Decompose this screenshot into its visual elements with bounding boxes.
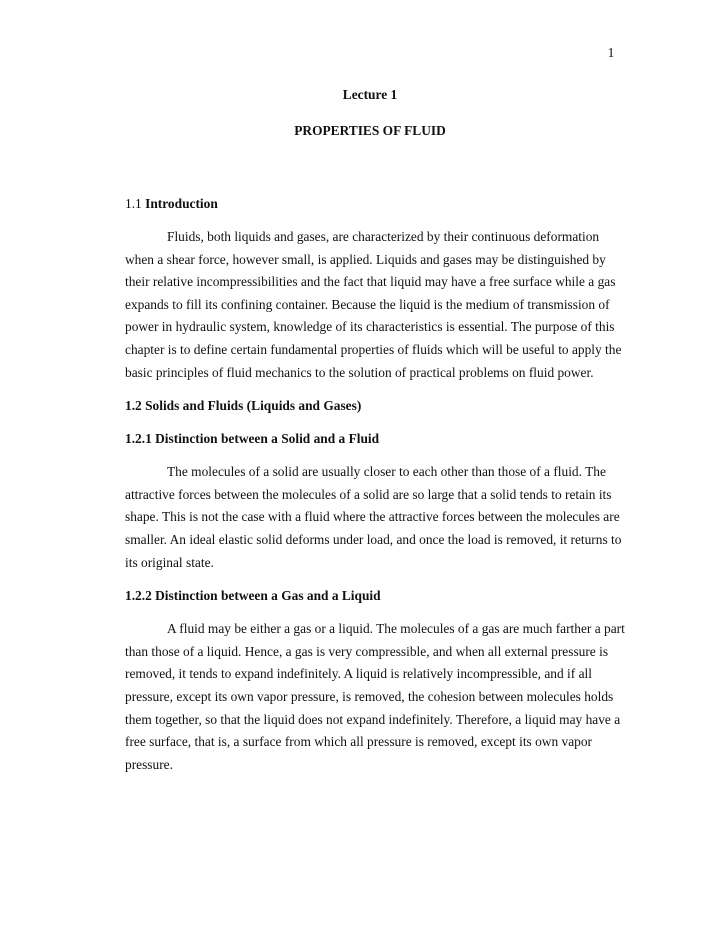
paragraph-gas-vs-liquid — [125, 618, 663, 776]
text-line: basic principles of fluid mechanics to the solution of practical problems on fluid power. — [125, 364, 594, 380]
text-line: than those of a liquid. Hence, a gas is very compressible, and when all external pressure is — [125, 643, 609, 659]
text-line: chapter is to define certain fundamental properties of fluids which will be useful to apply the — [125, 341, 622, 357]
paragraph-introduction — [125, 226, 663, 384]
lecture-title: Lecture 1 — [342, 87, 398, 102]
text-line: removed, it tends to expand indefinitely. A liquid is relatively incompressible, and if all — [125, 666, 592, 682]
page-number: 1 — [607, 45, 615, 60]
text-line: attractive forces between the molecules of a solid are so large that a solid tends to retain its — [125, 486, 612, 502]
section-heading-gas-vs-liquid: 1.2.2 Distinction between a Gas and a Liquid — [125, 588, 381, 604]
section-heading-solids-and-fluids: 1.2 Solids and Fluids (Liquids and Gases) — [125, 398, 362, 414]
section-heading-introduction — [125, 193, 663, 215]
text-line: when a shear force, however small, is applied. Liquids and gases may be distinguished by — [125, 251, 606, 267]
text-line: its original state. — [125, 554, 214, 570]
text-line: free surface, that is, a surface from which all pressure is removed, except its own vapor — [125, 734, 593, 750]
text-line: smaller. An ideal elastic solid deforms under load, and once the load is removed, it returns to — [125, 531, 622, 547]
text-line: their relative incompressibilities and the fact that liquid may have a free surface while a gas — [125, 274, 616, 290]
text-line: expands to fill its confining container. Because the liquid is the medium of transmission of — [125, 296, 610, 312]
text-line: pressure, except its own vapor pressure, is removed, the cohesion between molecules holds — [125, 688, 614, 704]
section-heading-solid-vs-fluid: 1.2.1 Distinction between a Solid and a Fluid — [125, 431, 380, 447]
main-title: PROPERTIES OF FLUID — [294, 123, 446, 138]
section-number: 1.1 — [125, 196, 142, 211]
document-body — [125, 193, 663, 776]
text-line: pressure. — [125, 756, 173, 772]
section-title: Introduction — [145, 196, 218, 211]
paragraph-solid-vs-fluid — [125, 461, 663, 574]
text-line: Fluids, both liquids and gases, are characterized by their continuous deformation — [167, 229, 600, 244]
text-line: power in hydraulic system, knowledge of its characteristics is essential. The purpose of this — [125, 319, 615, 335]
text-line: The molecules of a solid are usually closer to each other than those of a fluid. The — [167, 464, 606, 480]
text-line: them together, so that the liquid does not expand indefinitely. Therefore, a liquid may have a — [125, 711, 621, 727]
text-line: A fluid may be either a gas or a liquid. The molecules of a gas are much farther a part — [167, 621, 625, 637]
text-line: shape. This is not the case with a fluid where the attractive forces between the molecules are — [125, 509, 620, 525]
